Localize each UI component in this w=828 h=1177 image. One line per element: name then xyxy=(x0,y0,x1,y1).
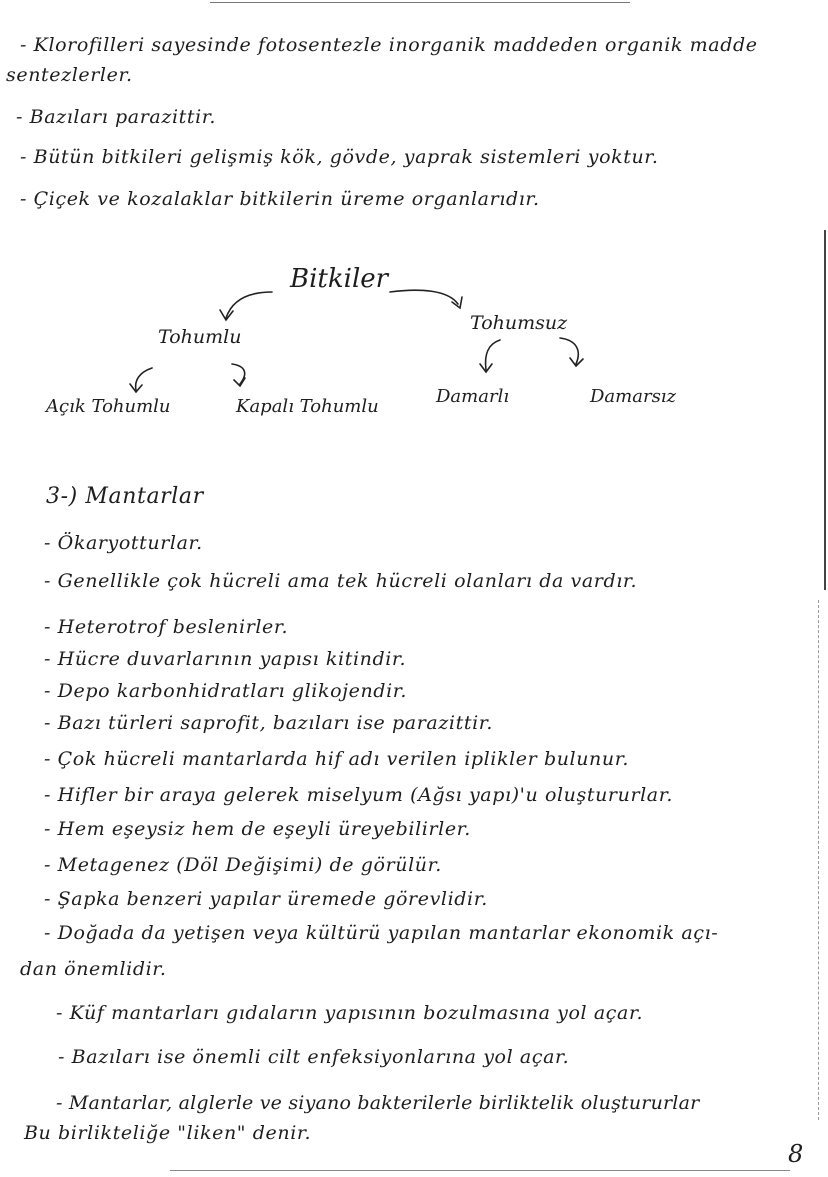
text-line: - Hifler bir araya gelerek miselyum (Ağsı yapı)'u oluştururlar. xyxy=(44,784,673,806)
section-title: 3-) Mantarlar xyxy=(46,484,204,509)
text-line: - Küf mantarları gıdaların yapısının bozulmasına yol açar. xyxy=(56,1002,644,1024)
tree-leaf-gymnosperms: Açık Tohumlu xyxy=(46,396,171,417)
arrow-seeded-to-gymno xyxy=(136,368,152,390)
text-line: - Klorofilleri sayesinde fotosentezle inorganik maddeden organik madde xyxy=(20,34,758,56)
text-line: - Depo karbonhidratları glikojendir. xyxy=(44,680,407,702)
text-line: - Çok hücreli mantarlarda hif adı verilen iplikler bulunur. xyxy=(44,748,629,770)
text-line: - Ökaryotturlar. xyxy=(44,532,203,554)
text-line: - Hücre duvarlarının yapısı kitindir. xyxy=(44,648,407,670)
tree-leaf-angiosperms: Kapalı Tohumlu xyxy=(236,396,379,417)
text-line: - Bütün bitkileri gelişmiş kök, gövde, yaprak sistemleri yoktur. xyxy=(20,146,659,168)
tree-node-seedless: Tohumsuz xyxy=(470,312,568,334)
text-line: - Şapka benzeri yapılar üremede görevlidir. xyxy=(44,888,488,910)
text-line: - Metagenez (Döl Değişimi) de görülür. xyxy=(44,854,442,876)
arrow-root-to-seeded xyxy=(226,292,272,318)
text-line: - Genellikle çok hücreli ama tek hücreli olanları da vardır. xyxy=(44,570,638,592)
text-line: sentezlerler. xyxy=(6,64,133,86)
arrow-seedless-to-vascular xyxy=(486,340,500,370)
text-line: - Doğada da yetişen veya kültürü yapılan mantarlar ekonomik açı- xyxy=(44,922,719,944)
text-line: - Bazı türleri saprofit, bazıları ise parazittir. xyxy=(44,712,493,734)
text-line: - Bazıları ise önemli cilt enfeksiyonlarına yol açar. xyxy=(58,1046,570,1068)
text-line: - Heterotrof beslenirler. xyxy=(44,616,289,638)
text-line: - Mantarlar, alglerle ve siyano bakterilerle birliktelik oluştururlar xyxy=(56,1092,700,1114)
tree-leaf-nonvascular: Damarsız xyxy=(590,386,677,407)
tree-leaf-vascular: Damarlı xyxy=(436,386,510,407)
page-number: 8 xyxy=(788,1140,804,1168)
tree-node-seeded: Tohumlu xyxy=(158,326,242,348)
tree-root-plants: Bitkiler xyxy=(290,264,389,294)
text-line: Bu birlikteliğe "liken" denir. xyxy=(24,1122,312,1144)
arrowhead xyxy=(234,378,245,386)
arrow-seedless-to-nonvascular xyxy=(560,338,578,364)
text-line: - Çiçek ve kozalaklar bitkilerin üreme organlarıdır. xyxy=(20,188,540,210)
arrow-root-to-seedless xyxy=(390,290,458,304)
text-line: - Hem eşeysiz hem de eşeyli üreyebilirler. xyxy=(44,818,471,840)
text-line: dan önemlidir. xyxy=(20,958,167,980)
text-line: - Bazıları parazittir. xyxy=(16,106,217,128)
